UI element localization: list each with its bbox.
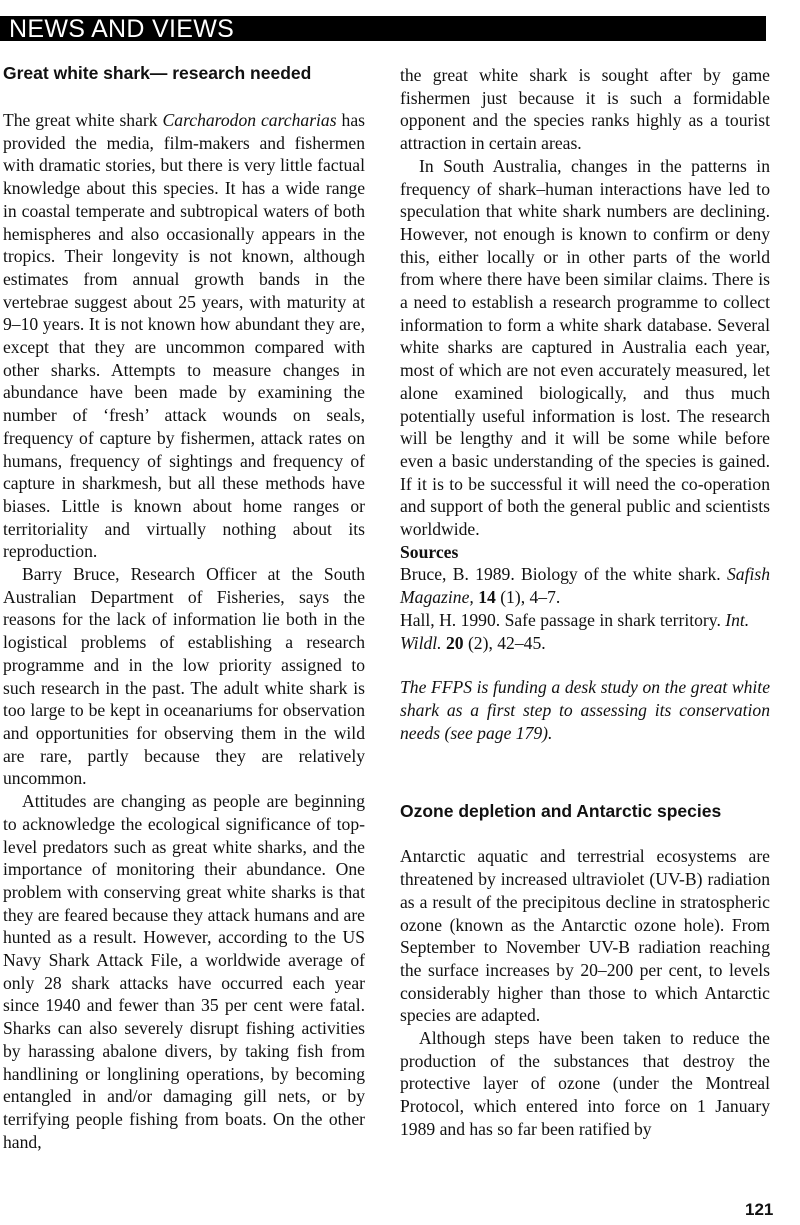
paragraph-continued: the great white shark is sought after by game fishermen just because it is such a formidable opponent and the species ranks highly as a tourist attraction in certain areas. bbox=[400, 65, 770, 154]
page-number: 121 bbox=[745, 1200, 774, 1219]
sources-heading: Sources bbox=[400, 541, 459, 562]
section-banner: NEWS AND VIEWS bbox=[0, 16, 766, 41]
paragraph: Although steps have been taken to reduce the production of the substances that destroy the protective layer of ozone (under the Montreal Protocol, which entered into force on 1 January 1989 and has so far been ratified by bbox=[400, 1028, 770, 1139]
paragraph: Barry Bruce, Research Officer at the South Australian Department of Fisheries, says the reasons for the lack of information lie both in the logistical problems of establishing a research programme and in the low priority assigned to such research in the past. The adult white shark is too large to be kept in oceanariums for observation and opportunities for observing them in the wild are rare, partly because they are relatively uncommon. bbox=[3, 564, 365, 789]
reference-item: Bruce, B. 1989. Biology of the white shark. Safish Magazine, 14 (1), 4–7. bbox=[400, 564, 770, 608]
right-column bbox=[400, 64, 770, 1141]
paragraph: The great white shark Carcharodon carcharias has provided the media, film-makers and fishermen with dramatic stories, but there is very little factual knowledge about this species. It has a wide range in coastal temperate and subtropical waters of both hemispheres and also occasionally appears in the tropics. Their longevity is not known, although estimates from annual growth bands in the vertebrae suggest about 25 years, with maturity at 9–10 years. It is not known how abundant they are, except that they are uncommon compared with other sharks. Attempts to measure changes in abundance have been made by examining the number of ‘fresh’ attack wounds on seals, frequency of capture by fishermen, attack rates on humans, frequency of sightings and frequency of capture in sharkmesh, but all these methods have biases. Little is known about home ranges or territoriality and virtually nothing about its reproduction. bbox=[3, 110, 365, 562]
paragraph: Attitudes are changing as people are beginning to acknowledge the ecological significance of top-level predators such as great white sharks, and the importance of monitoring their abundance. One problem with conserving great white sharks is that they are feared because they attack humans and are hunted as a result. However, according to the US Navy Shark Attack File, a worldwide average of only 28 shark attacks have occurred each year since 1940 and fewer than 35 per cent were fatal. Sharks can also severely disrupt fishing activities by harassing abalone divers, by taking fish from handlining or longlining operations, by becoming entangled in and/or damaging gill nets, or by terrifying people fishing from boats. On the other hand, bbox=[3, 791, 365, 1152]
article-title-ozone-depletion: Ozone depletion and Antarctic species bbox=[400, 801, 722, 822]
left-column bbox=[3, 62, 365, 1153]
paragraph: Antarctic aquatic and terrestrial ecosystems are threatened by increased ultraviolet (UV-B) radiation as a result of the precipitous decline in stratospheric ozone (known as the Antarctic ozone hole). From September to November UV-B radiation reaching the surface increases by 20–200 per cent, to levels considerably higher than those to which Antarctic species are adapted. bbox=[400, 846, 770, 1026]
paragraph: In South Australia, changes in the patterns in frequency of shark–human interactions have led to speculation that white shark numbers are declining. However, not enough is known to confirm or deny this, either locally or in other parts of the world from where there have been similar claims. There is a need to establish a research programme to collect information to form a white shark database. Several white sharks are captured in Australia each year, most of which are not even accurately measured, let alone examined biologically, and thus much potentially useful information is lost. The research will be lengthy and it will be some while before even a basic understanding of the species is gained. If it is to be successful it will need the co-operation and support of both the general public and scientists worldwide. bbox=[400, 155, 770, 540]
species-name: Carcharodon carcharias bbox=[162, 110, 337, 130]
article-title-great-white-shark: Great white shark— research needed bbox=[3, 63, 312, 83]
reference-item: Hall, H. 1990. Safe passage in shark territory. Int. Wildl. 20 (2), 42–45. bbox=[400, 609, 750, 653]
editorial-note: The FFPS is funding a desk study on the great white shark as a first step to assessing its conservation needs (see page 179). bbox=[400, 677, 770, 743]
